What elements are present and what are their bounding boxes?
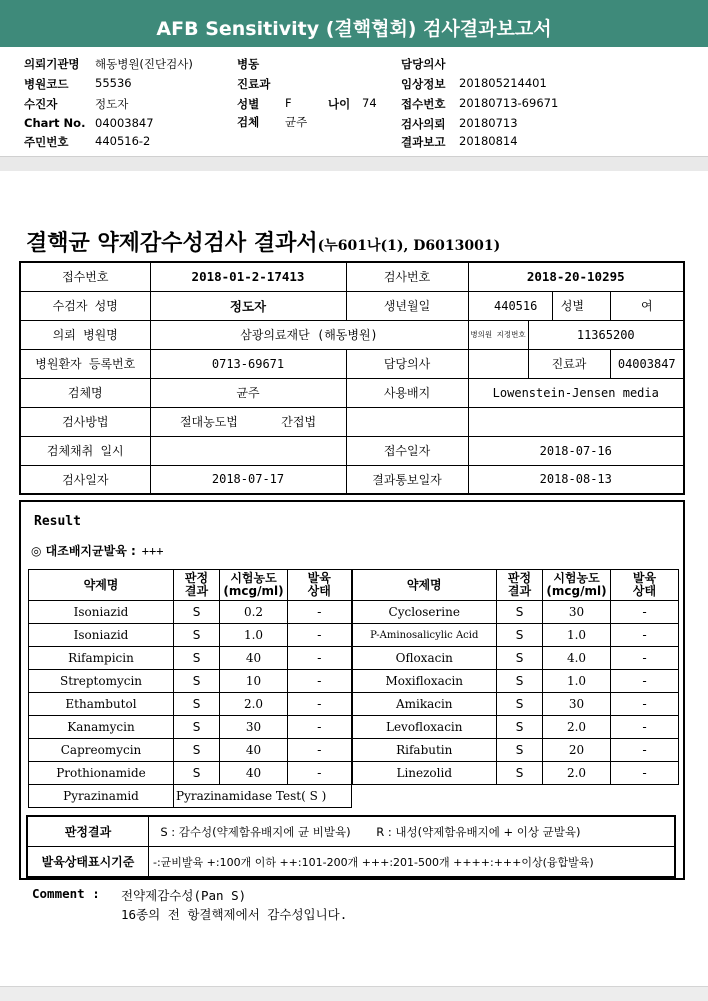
media-label: 사용배지 [346,378,468,407]
conc-left: 30 [220,716,288,739]
comment-label: Comment : [32,886,100,901]
col-conc-2-text: 시험농도 (mcg/ml) [546,571,607,598]
received-label: 접수일자 [346,436,468,465]
conc-left: 40 [220,762,288,785]
hospital-value: 해동병원(진단검사) [95,57,193,71]
growth-right: - [611,624,679,647]
sex-value: F [285,96,292,110]
judge-left: S [174,739,220,762]
growth-left: - [288,624,352,647]
legend-judge-r: R : 내성(약제함유배지에 + 이상 균발육) [376,824,581,839]
growth-left: - [288,670,352,693]
drug-name-left: Kanamycin [29,716,174,739]
test-no-label: 검사번호 [346,262,468,291]
test-date-label: 검사일자 [20,465,150,494]
document-title-main: 결핵균 약제감수성검사 결과서 [26,230,318,256]
judge-right: S [497,647,543,670]
col-growth-2 [611,570,679,601]
conc-right: 20 [543,739,611,762]
table-row [29,693,679,716]
comment-line-2: 16종의 전 항결핵제에서 감수성입니다. [121,907,348,922]
drug-name-left: Isoniazid [29,624,174,647]
conc-left: 1.0 [220,624,288,647]
birth-value [468,291,610,320]
method-empty-1 [346,407,468,436]
chart-value: 04003847 [95,116,154,130]
conc-right: 30 [543,601,611,624]
received-value: 2018-07-16 [468,436,684,465]
specimen-form-label: 검체명 [20,378,150,407]
receipt-value: 20180713-69671 [459,96,559,110]
reg-no-label: 병원환자 등록번호 [20,349,150,378]
col-growth-text: 발육 상태 [307,571,331,598]
col-growth [288,570,352,601]
judge-left: S [174,647,220,670]
header-divider [0,156,708,171]
table-row [29,762,679,785]
report-header-bar [0,0,708,47]
table-row [29,670,679,693]
conc-left: 10 [220,670,288,693]
sex-label: 성별 [237,97,260,111]
legend-judge-s: S : 감수성(약제함유배지에 균 비발육) [160,824,351,839]
patient-value: 정도자 [95,97,129,111]
drug-name-right: Linezolid [352,762,497,785]
pza-spacer [352,785,679,808]
drug-name-right: Amikacin [352,693,497,716]
drug-name-right: Rifabutin [352,739,497,762]
conc-right: 30 [543,693,611,716]
receipt-no-value: 2018-01-2-17413 [150,262,346,291]
drug-name-right: Levofloxacin [352,716,497,739]
drug-name-left: Capreomycin [29,739,174,762]
receipt-no-label: 접수번호 [20,262,150,291]
judge-right: S [497,670,543,693]
growth-right: - [611,670,679,693]
conc-right: 1.0 [543,624,611,647]
col-conc-2 [543,570,611,601]
specimen-form-value: 균주 [150,378,346,407]
conc-left: 40 [220,739,288,762]
judge-right: S [497,762,543,785]
method-label: 검사방법 [20,407,150,436]
conc-left: 2.0 [220,693,288,716]
dept-label: 진료과 [237,77,271,91]
doctor-form-label: 담당의사 [346,349,468,378]
colony-value: +++ [141,544,164,558]
conc-right: 4.0 [543,647,611,670]
growth-left: - [288,716,352,739]
drug-name-left: Isoniazid [29,601,174,624]
birth-label: 생년월일 [346,291,468,320]
legend-judge-label: 판정결과 [27,816,149,847]
doctor-form-value [468,349,528,378]
colony-label: ◎ 대조배지균발육 : [31,544,136,558]
legend-growth-text: -:균비발육 +:100개 이하 ++:101-200개 +++:201-500개 ++++:+++이상(융합발육) [149,847,676,878]
conc-right: 1.0 [543,670,611,693]
collect-value [150,436,346,465]
judge-right: S [497,716,543,739]
specimen-label: 검체 [237,115,260,129]
pza-test: Pyrazinamidase Test( S ) [174,785,352,808]
legend-table [26,815,676,878]
test-no-value: 2018-20-10295 [468,262,684,291]
report-label: 결과보고 [401,135,446,149]
sex-form-label: 성별 [552,292,584,320]
req-hosp-value: 삼광의료재단 (해동병원) [150,320,468,349]
drug-name-left: Ethambutol [29,693,174,716]
ward-label: 병동 [237,57,260,71]
sex-form-value: 여 [610,291,684,320]
col-judge-2-text: 판정 결과 [507,571,532,598]
col-drug-2: 약제명 [352,570,497,601]
growth-right: - [611,716,679,739]
table-row [29,601,679,624]
rrn-value: 440516-2 [95,134,151,148]
growth-left: - [288,647,352,670]
col-growth-2-text: 발육 상태 [632,571,657,598]
growth-right: - [611,647,679,670]
conc-left: 0.2 [220,601,288,624]
growth-right: - [611,693,679,716]
table-row [29,716,679,739]
name-value: 정도자 [150,291,346,320]
notify-value: 2018-08-13 [468,465,684,494]
drug-name-left: Prothionamide [29,762,174,785]
judge-right: S [497,624,543,647]
judge-right: S [497,739,543,762]
clinic-label: 임상정보 [401,77,446,91]
col-judge [174,570,220,601]
col-conc-text: 시험농도 (mcg/ml) [223,571,284,598]
collect-label: 검체채취 일시 [20,436,150,465]
designated-label: 병의원 지정번호 [468,320,528,349]
comment-line-1: 전약제감수성(Pan S) [121,888,247,903]
pza-name: Pyrazinamid [29,785,174,808]
method-value-1: 절대농도법 [179,415,238,429]
col-judge-2 [497,570,543,601]
code-value: 55536 [95,76,132,90]
growth-left: - [288,739,352,762]
conc-right: 2.0 [543,762,611,785]
judge-left: S [174,624,220,647]
control-colony [31,542,163,559]
judge-right: S [497,693,543,716]
dept-form-label: 진료과 [528,349,610,378]
report-value: 20180814 [459,134,518,148]
drug-name-left: Streptomycin [29,670,174,693]
judge-left: S [174,762,220,785]
specimen-value: 균주 [285,115,308,129]
legend-judge-text [149,816,676,847]
method-value-2: 간접법 [281,415,317,429]
judge-left: S [174,670,220,693]
legend-growth-label: 발육상태표시기준 [27,847,149,878]
growth-right: - [611,739,679,762]
receipt-label: 접수번호 [401,97,446,111]
judge-left: S [174,716,220,739]
col-conc [220,570,288,601]
dept-form-value: 04003847 [610,349,684,378]
code-label: 병원코드 [24,77,69,91]
growth-right: - [611,762,679,785]
drug-name-right: P-Aminosalicylic Acid [352,624,497,647]
table-row [29,739,679,762]
patient-info-panel [0,51,708,157]
method-empty-2 [468,407,684,436]
birth-value-text: 440516 [494,298,538,313]
test-date-value: 2018-07-17 [150,465,346,494]
conc-right: 2.0 [543,716,611,739]
growth-left: - [288,762,352,785]
method-value [150,407,346,436]
patient-label: 수진자 [24,97,58,111]
request-info-table [19,261,685,495]
report-title: AFB Sensitivity (결핵협회) 검사결과보고서 [156,18,552,40]
col-judge-text: 판정 결과 [184,571,209,598]
col-drug: 약제명 [29,570,174,601]
reg-no-value: 0713-69671 [150,349,346,378]
request-label: 검사의뢰 [401,117,446,131]
judge-right: S [497,601,543,624]
document-title-code: (누601나(1), D6013001) [317,238,501,254]
drug-name-left: Rifampicin [29,647,174,670]
req-hosp-label: 의뢰 병원명 [20,320,150,349]
footer-band [0,986,708,1001]
age-value: 74 [362,96,377,110]
judge-left: S [174,601,220,624]
drug-result-table [28,569,679,808]
table-row [29,647,679,670]
result-section [19,500,685,880]
judge-left: S [174,693,220,716]
rrn-label: 주민번호 [24,135,69,149]
document-title [26,226,500,257]
designated-value: 11365200 [528,320,684,349]
chart-label: Chart No. [24,116,86,130]
age-label: 나이 [328,97,351,111]
growth-left: - [288,601,352,624]
result-label: Result [34,514,81,529]
request-value: 20180713 [459,116,518,130]
drug-name-right: Ofloxacin [352,647,497,670]
notify-label: 결과통보일자 [346,465,468,494]
drug-name-right: Moxifloxacin [352,670,497,693]
media-value: Lowenstein-Jensen media [468,378,684,407]
clinic-value: 201805214401 [459,76,547,90]
drug-name-right: Cycloserine [352,601,497,624]
growth-right: - [611,601,679,624]
table-row [29,624,679,647]
growth-left: - [288,693,352,716]
hospital-label: 의뢰기관명 [24,57,80,71]
doctor-label: 담당의사 [401,57,446,71]
name-label: 수검자 성명 [20,291,150,320]
conc-left: 40 [220,647,288,670]
